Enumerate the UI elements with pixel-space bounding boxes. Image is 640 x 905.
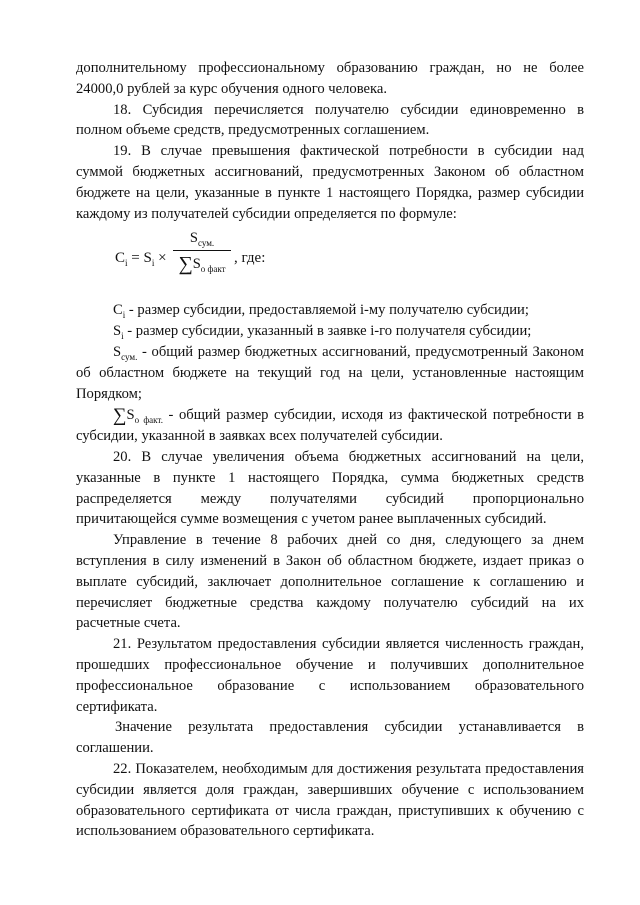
fraction-bar (173, 250, 231, 251)
paragraph-21-value: Значение результата предоставления субсидии устанавливается в соглашении. (76, 719, 584, 757)
paragraph-21: 21. Результатом предоставления субсидии является численность граждан, прошедших профессиональное обучение и получивших дополнительное профессиональное образование с использованием образовательного сертификата. (76, 636, 584, 715)
paragraph-continuation: дополнительному профессиональному образованию граждан, но не более 24000,0 рублей за курс обучения одного человека. (76, 60, 584, 97)
subsidy-formula (76, 226, 584, 290)
formula-fraction (173, 228, 231, 275)
paragraph-18: 18. Субсидия перечисляется получателю субсидии единовременно в полном объеме средств, предусмотренных соглашением. (76, 101, 584, 139)
paragraph-20-management: Управление в течение 8 рабочих дней со дня, следующего за днем вступления в силу изменений в Закон об областном бюджете, издает приказ о выплате субсидий, заключает дополнительное соглашение к соглашению и перечисляет бюджетные средства каждому получателю субсидий на их расчетные счета. (76, 532, 584, 632)
definition-si: $S_i$ - размер субсидии, указанный в заявке i-го получателя субсидии; (113, 323, 532, 342)
formula-denominator: $\sum S_{о факт}$ (178, 253, 226, 276)
document-page (76, 58, 584, 842)
formula-lhs: $C_i = S_i$ × (115, 250, 167, 269)
formula-tail: , где: (234, 250, 266, 267)
definition-sfact: $\sum S_{о факт.}$ - общий размер субсидии, исходя из фактической потребности в субсидии, указанной в заявках всех получателей субсидии. (76, 405, 584, 445)
formula-numerator: $S_{сум.}$ (189, 230, 215, 249)
definition-ci: $C_i$ - размер субсидии, предоставляемой i-му получателю субсидии; (113, 302, 529, 321)
definition-ssum: $S_{сум.}$ - общий размер бюджетных ассигнований, предусмотренный Законом об областном бюджете на текущий год на цели, установленные настоящим Порядком; (76, 343, 584, 402)
paragraph-22: 22. Показателем, необходимым для достижения результата предоставления субсидии является доля граждан, завершивших обучение с использованием образовательного сертификата от числа граждан, приступивших к обучению с использованием образовательного сертификата. (76, 760, 584, 840)
paragraph-19: 19. В случае превышения фактической потребности в субсидии над суммой бюджетных ассигнований, предусмотренных Законом об областном бюджете на цели, указанные в пункте 1 настоящего Порядка, размер субсидии каждому из получателей субсидии определяется по формуле: (76, 143, 584, 222)
paragraph-20: 20. В случае увеличения объема бюджетных ассигнований на цели, указанные в пункте 1 настоящего Порядка, сумма бюджетных средств распределяется между получателями субсидий пропорционально причитающейся сумме возмещения с учетом ранее выплаченных субсидий. (76, 448, 584, 528)
